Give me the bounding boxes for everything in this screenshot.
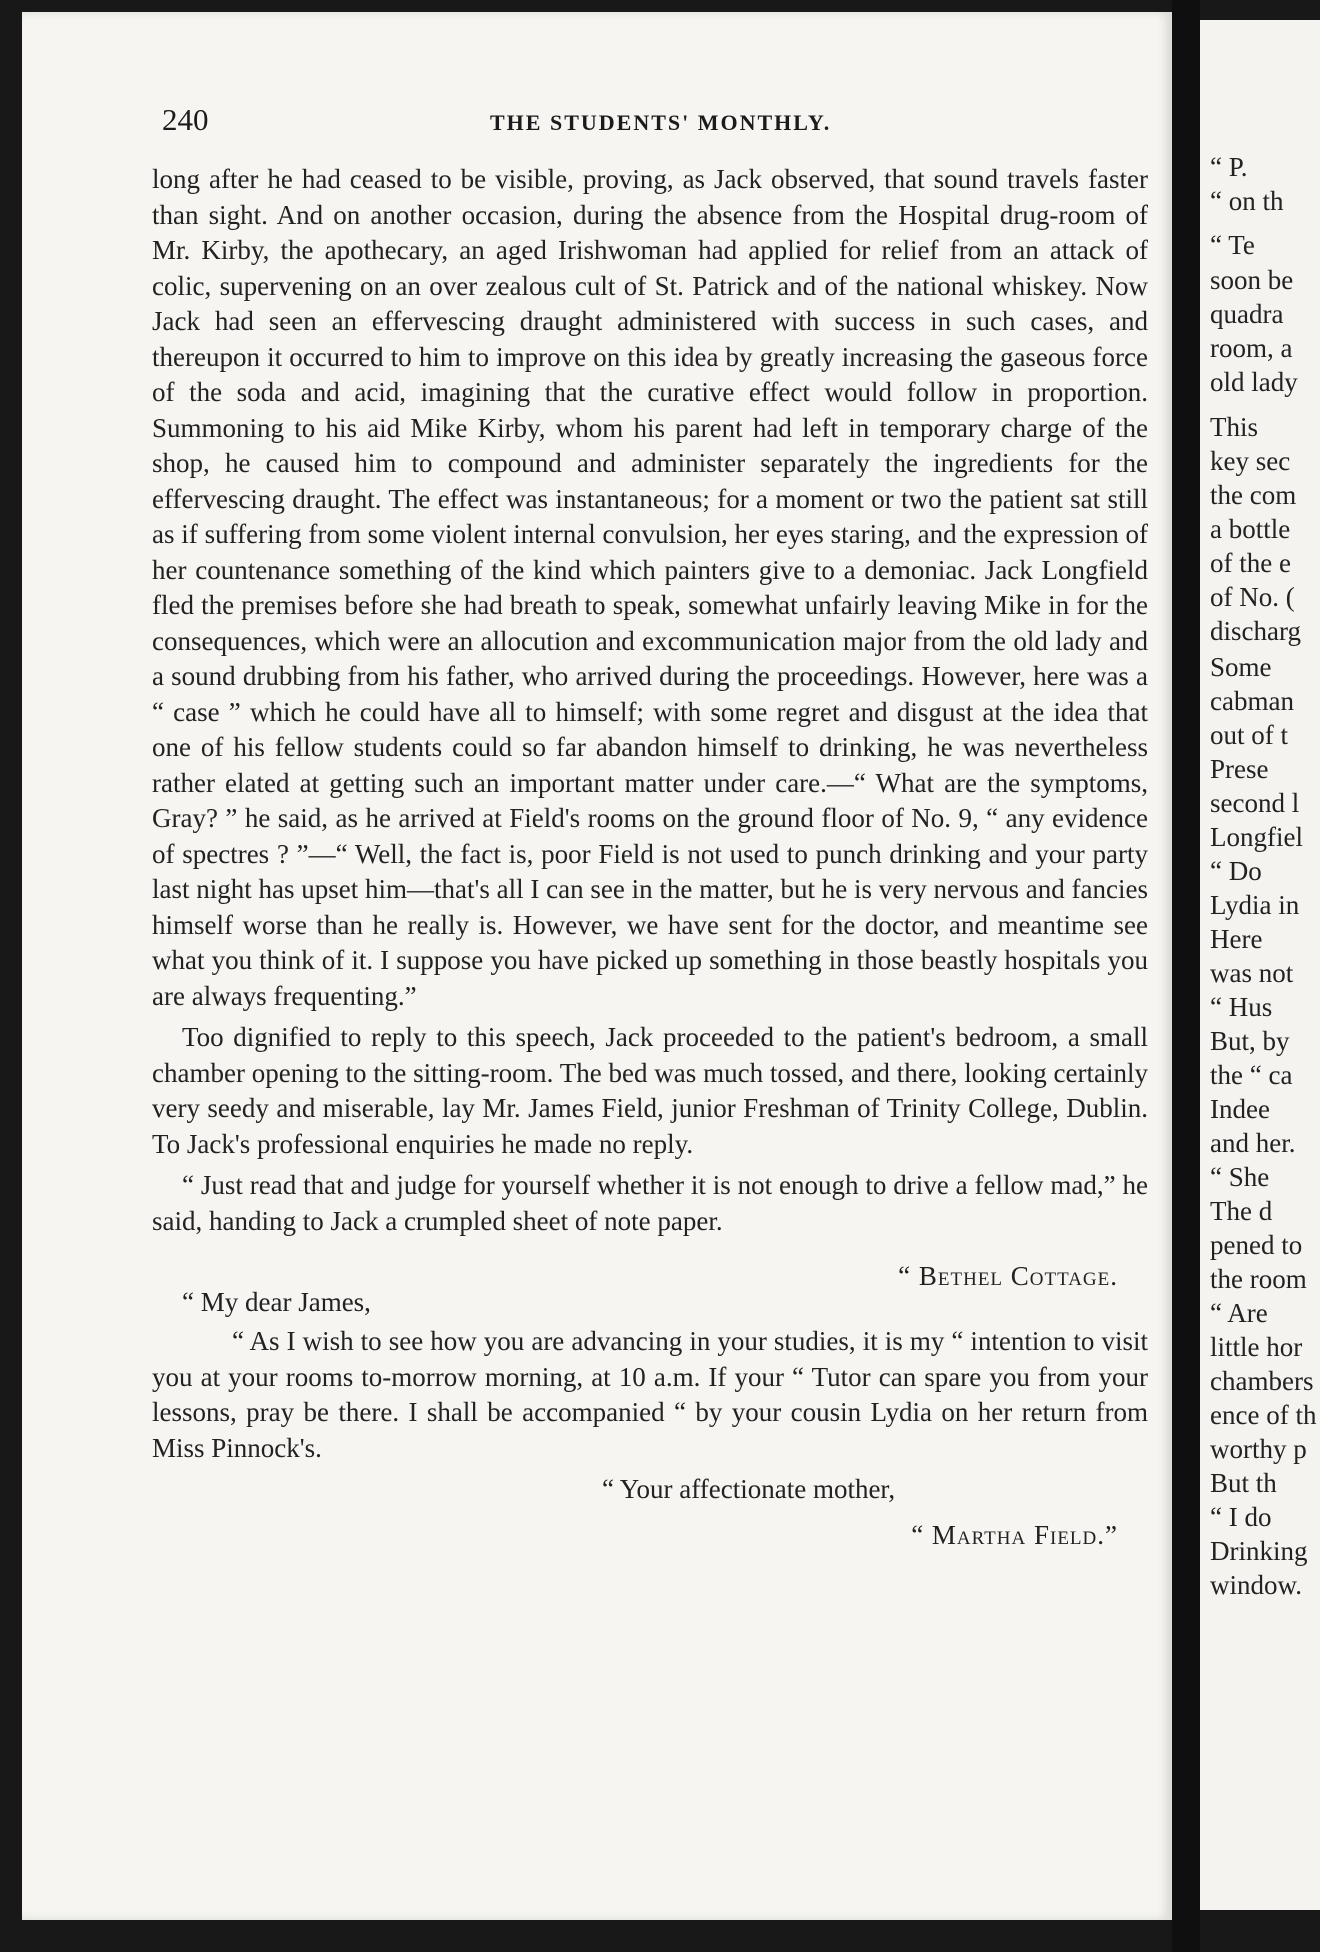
article-body (152, 162, 1148, 1553)
right-page-line: Longfiel (1210, 822, 1303, 852)
right-page-line: “ She (1210, 1162, 1270, 1192)
right-page-line: and her. (1210, 1128, 1296, 1158)
right-page-line: pened to (1210, 1230, 1303, 1260)
right-page-line: the com (1210, 480, 1297, 510)
right-page-line: the “ ca (1210, 1060, 1293, 1090)
right-page-line: soon be (1210, 265, 1294, 295)
right-page-line: “ on th (1210, 186, 1284, 216)
right-page-line: Prese (1210, 754, 1269, 784)
right-page-line: out of t (1210, 720, 1288, 750)
right-page-line: little hor (1210, 1332, 1303, 1362)
right-page-line: of No. ( (1210, 582, 1295, 612)
right-page-line: Indee (1210, 1094, 1270, 1124)
right-page-line: Here (1210, 924, 1263, 954)
letter-body: “ As I wish to see how you are advancing in your studies, it is my “ intention to visit you at your rooms to-morrow morning, at 10 a.m. If your “ Tutor can spare you from your lessons, pray be there. I shall be accompanied “ by your cousin Lydia on her return from Miss Pinnock's. (152, 1326, 1148, 1463)
paragraph-note-paper: “ Just read that and judge for yourself whether it is not enough to drive a fellow mad,” he said, handing to Jack a crumpled sheet of note paper. (152, 1170, 1148, 1236)
right-page-line: “ P. (1210, 152, 1248, 182)
paragraph-bedroom: Too dignified to reply to this speech, Jack proceeded to the patient's bedroom, a small chamber opening to the sitting-room. The bed was much tossed, and there, looking certainly very seedy and miserable, lay Mr. James Field, junior Freshman of Trinity College, Dublin. To Jack's professional enquiries he made no reply. (152, 1022, 1148, 1159)
letter-closing: “ Your affectionate mother, (602, 1474, 896, 1504)
right-page-line: cabman (1210, 686, 1294, 716)
right-page-line: ence of th (1210, 1400, 1317, 1430)
right-page-line: “ Are (1210, 1298, 1268, 1328)
right-page-line: was not (1210, 958, 1294, 988)
right-page-line: quadra (1210, 299, 1284, 329)
right-page-line: “ I do (1210, 1502, 1272, 1532)
right-page-line: room, a (1210, 333, 1293, 363)
right-page-line: But th (1210, 1468, 1277, 1498)
right-page-line: worthy p (1210, 1434, 1307, 1464)
right-page-line: “ Do (1210, 856, 1262, 886)
right-page-line: second l (1210, 788, 1300, 818)
right-page-line: chambers (1210, 1366, 1314, 1396)
book-gutter (1172, 0, 1200, 1952)
page-number: 240 (162, 102, 209, 137)
right-page-line: Lydia in (1210, 890, 1300, 920)
letter-signature: “ Martha Field.” (911, 1519, 1118, 1550)
right-page-line: of the e (1210, 548, 1291, 578)
running-head: THE STUDENTS' MONTHLY. (490, 110, 832, 135)
right-page-line: This (1210, 412, 1259, 442)
paragraph-continuation: long after he had ceased to be visible, proving, as Jack observed, that sound travels faster than sight. And on another occasion, during the absence from the Hospital drug-room of Mr. Kirby, the apothecary, an aged Irishwoman had applied for relief from an attack of colic, supervening on an over zealous cult of St. Patrick and of the national whiskey. Now Jack had seen an effervescing draught administered with success in such cases, and thereupon it occurred to him to improve on this idea by greatly increasing the gaseous force of the soda and acid, imagining that the curative effect would follow in proportion. Summoning to his aid Mike Kirby, whom his parent had left in temporary charge of the shop, he caused him to compound and administer separately the ingredients for the effervescing draught. The effect was instantaneous; for a moment or two the patient sat still as if suffering from some violent internal convulsion, her eyes staring, and the expression of her countenance something of the kind which painters give to a demoniac. Jack Longfield fled the premises before she had breath to speak, somewhat unfairly leaving Mike in for the consequences, which were an allocution and excommunication major from the old lady and a sound drubbing from his father, who arrived during the proceedings. However, here was a “ case ” which he could have all to himself; with some regret and disgust at the idea that one of his fellow students could so far abandon himself to drinking, he was nevertheless rather elated at getting such an important matter under care.—“ What are the symptoms, Gray? ” he said, as he arrived at Field's rooms on the ground floor of No. 9, “ any evidence of spectres ? ”—“ Well, the fact is, poor Field is not used to punch drinking and your party last night has upset him—that's all I can see in the matter, but he is very nervous and fancies himself worse than he really is. However, we have sent for the doctor, and meantime see what you think of it. I suppose you have picked up something in those beastly hospitals you are always frequenting.” (152, 164, 1148, 1011)
right-page-line: Drinking (1210, 1536, 1308, 1566)
letter-salutation: “ My dear James, (182, 1286, 371, 1317)
right-page-line: But, by (1210, 1026, 1290, 1056)
right-page-line: key sec (1210, 446, 1291, 476)
right-page-line: old lady (1210, 367, 1298, 397)
right-page-line: The d (1210, 1196, 1273, 1226)
letter-heading: “ Bethel Cottage. (898, 1261, 1118, 1291)
right-page-line: “ Te (1210, 230, 1255, 260)
right-page-edge (1200, 20, 1320, 1910)
right-page-line: Some (1210, 652, 1272, 682)
right-page-line: window. (1210, 1570, 1302, 1600)
right-page-line: “ Hus (1210, 992, 1273, 1022)
right-page-line: a bottle (1210, 514, 1291, 544)
right-page-line: the room (1210, 1264, 1307, 1294)
right-page-line: discharg (1210, 616, 1301, 646)
